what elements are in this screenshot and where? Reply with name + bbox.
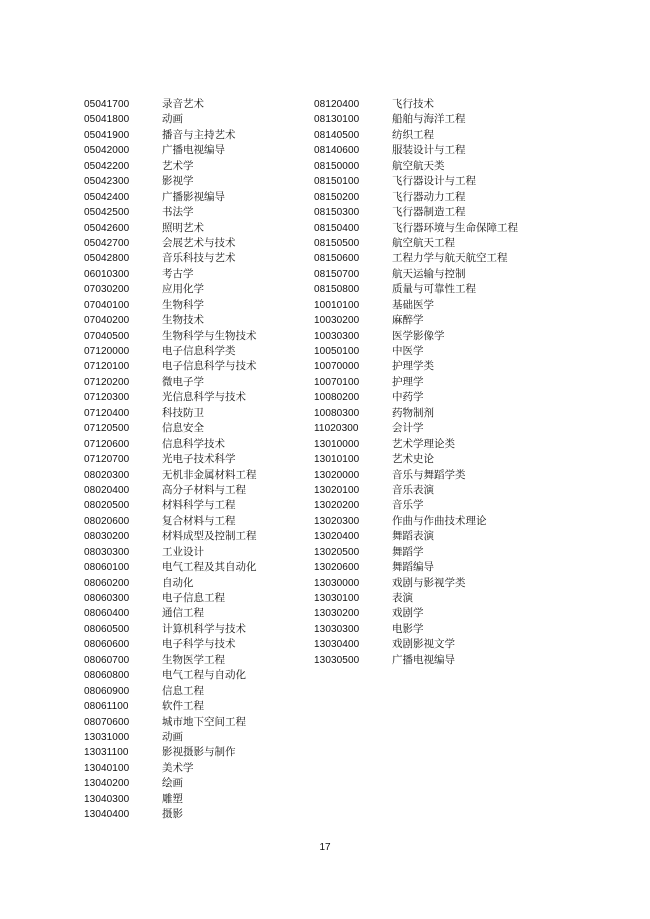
list-item bbox=[314, 545, 518, 560]
list-item bbox=[314, 159, 518, 174]
major-code: 13020600 bbox=[314, 562, 360, 574]
list-item bbox=[84, 745, 257, 760]
list-item bbox=[84, 406, 257, 421]
major-name: 舞蹈编导 bbox=[392, 561, 434, 574]
major-name: 护理学 bbox=[392, 375, 424, 388]
list-item bbox=[314, 514, 518, 529]
list-item bbox=[84, 143, 257, 158]
major-name: 舞蹈学 bbox=[392, 545, 424, 558]
list-item bbox=[84, 390, 257, 405]
major-name: 广播电视编导 bbox=[392, 653, 455, 666]
list-item bbox=[84, 128, 257, 143]
list-item bbox=[84, 329, 257, 344]
major-name: 飞行器制造工程 bbox=[392, 206, 466, 219]
major-name: 城市地下空间工程 bbox=[162, 715, 246, 728]
major-code: 08020500 bbox=[84, 500, 130, 512]
list-item bbox=[314, 437, 518, 452]
major-code: 13030400 bbox=[314, 639, 360, 651]
major-name: 音乐与舞蹈学类 bbox=[392, 468, 466, 481]
major-code: 11020300 bbox=[314, 423, 359, 435]
major-name: 音乐表演 bbox=[392, 483, 434, 496]
list-item bbox=[314, 174, 518, 189]
major-code: 08140600 bbox=[314, 145, 360, 157]
major-code: 13040100 bbox=[84, 762, 130, 774]
major-name: 广播影视编导 bbox=[162, 190, 225, 203]
list-item bbox=[314, 97, 518, 112]
major-code: 08060800 bbox=[84, 670, 130, 682]
list-item bbox=[314, 529, 518, 544]
list-item bbox=[84, 776, 257, 791]
list-item bbox=[314, 267, 518, 282]
major-name: 软件工程 bbox=[162, 700, 204, 713]
major-code: 08150300 bbox=[314, 207, 360, 219]
list-item bbox=[314, 329, 518, 344]
major-name: 影视摄影与制作 bbox=[162, 746, 236, 759]
major-name: 影视学 bbox=[162, 175, 194, 188]
major-code: 07040200 bbox=[84, 315, 130, 327]
major-code: 08140500 bbox=[314, 129, 360, 141]
major-code: 08060500 bbox=[84, 623, 130, 635]
major-code: 08060700 bbox=[84, 654, 130, 666]
major-name: 会展艺术与技术 bbox=[162, 236, 236, 249]
list-item bbox=[314, 483, 518, 498]
major-code: 05041900 bbox=[84, 129, 130, 141]
major-code: 08150600 bbox=[314, 253, 360, 265]
major-name: 质量与可靠性工程 bbox=[392, 283, 476, 296]
list-item bbox=[314, 221, 518, 236]
major-code: 10080200 bbox=[314, 392, 360, 404]
major-code: 05042500 bbox=[84, 207, 130, 219]
major-code: 07120200 bbox=[84, 376, 130, 388]
major-name: 航空航天工程 bbox=[392, 236, 455, 249]
list-item bbox=[314, 375, 518, 390]
major-code: 13010100 bbox=[314, 454, 360, 466]
major-name: 电影学 bbox=[392, 622, 424, 635]
major-name: 信息科学技术 bbox=[162, 437, 225, 450]
major-code: 10070000 bbox=[314, 361, 360, 373]
major-code: 13020400 bbox=[314, 531, 360, 543]
major-name: 生物技术 bbox=[162, 314, 204, 327]
list-item bbox=[84, 545, 257, 560]
list-item bbox=[84, 359, 257, 374]
major-name: 护理学类 bbox=[392, 360, 434, 373]
major-code: 13030000 bbox=[314, 577, 360, 589]
major-name: 基础医学 bbox=[392, 298, 434, 311]
page-number: 17 bbox=[319, 842, 331, 853]
major-code: 08020600 bbox=[84, 515, 130, 527]
list-item bbox=[84, 344, 257, 359]
list-item bbox=[314, 251, 518, 266]
major-name: 戏剧与影视学类 bbox=[392, 576, 466, 589]
major-code: 13020300 bbox=[314, 515, 360, 527]
major-code: 08060200 bbox=[84, 577, 130, 589]
list-item bbox=[84, 653, 257, 668]
major-name: 飞行器环境与生命保障工程 bbox=[392, 221, 518, 234]
major-code: 08130100 bbox=[314, 114, 360, 126]
major-name: 高分子材料与工程 bbox=[162, 483, 246, 496]
list-item bbox=[84, 298, 257, 313]
list-item bbox=[84, 684, 257, 699]
major-code: 13031000 bbox=[84, 731, 130, 743]
list-item bbox=[314, 468, 518, 483]
major-name: 艺术史论 bbox=[392, 453, 434, 466]
list-item bbox=[84, 730, 257, 745]
list-item bbox=[314, 591, 518, 606]
major-code: 07120000 bbox=[84, 346, 130, 357]
major-code: 05042800 bbox=[84, 253, 130, 265]
major-code: 13030200 bbox=[314, 608, 360, 620]
list-item bbox=[84, 529, 257, 544]
major-code: 08150700 bbox=[314, 268, 360, 280]
major-code: 08060600 bbox=[84, 639, 130, 651]
major-name: 动画 bbox=[162, 113, 183, 126]
major-name: 录音艺术 bbox=[162, 98, 204, 110]
major-name: 药物制剂 bbox=[392, 406, 434, 419]
list-item bbox=[84, 159, 257, 174]
list-item bbox=[314, 421, 518, 436]
major-name: 纺织工程 bbox=[392, 128, 434, 141]
major-code: 05042000 bbox=[84, 145, 130, 157]
major-name: 照明艺术 bbox=[162, 221, 204, 234]
major-name: 船舶与海洋工程 bbox=[392, 113, 466, 126]
major-name: 考古学 bbox=[162, 267, 194, 280]
major-code: 08150200 bbox=[314, 191, 360, 203]
major-name: 音乐学 bbox=[392, 499, 424, 512]
major-name: 戏剧影视文学 bbox=[392, 638, 455, 651]
major-code: 13040300 bbox=[84, 793, 130, 805]
major-name: 飞行器设计与工程 bbox=[392, 175, 476, 188]
major-code: 05041800 bbox=[84, 114, 130, 126]
major-name: 舞蹈表演 bbox=[392, 530, 434, 543]
major-code: 08060900 bbox=[84, 685, 130, 697]
major-code: 10030300 bbox=[314, 330, 360, 342]
major-name: 飞行技术 bbox=[392, 98, 434, 110]
major-name: 动画 bbox=[162, 730, 183, 743]
major-code: 08150000 bbox=[314, 160, 360, 172]
major-code: 07120500 bbox=[84, 423, 130, 435]
major-code: 05042400 bbox=[84, 191, 130, 203]
major-name: 航天运输与控制 bbox=[392, 267, 466, 280]
major-code: 13020100 bbox=[314, 484, 360, 496]
list-item bbox=[84, 637, 257, 652]
list-item bbox=[84, 622, 257, 637]
list-item bbox=[314, 390, 518, 405]
list-item bbox=[314, 128, 518, 143]
list-item bbox=[84, 97, 257, 112]
major-name: 工程力学与航天航空工程 bbox=[392, 252, 508, 265]
major-code: 08020400 bbox=[84, 484, 130, 496]
major-name: 播音与主持艺术 bbox=[162, 128, 236, 141]
list-item bbox=[84, 452, 257, 467]
major-code: 07120100 bbox=[84, 361, 130, 373]
list-item bbox=[84, 591, 257, 606]
list-item bbox=[84, 483, 257, 498]
major-name: 会计学 bbox=[392, 422, 424, 435]
major-code: 13030300 bbox=[314, 623, 360, 635]
list-item bbox=[84, 174, 257, 189]
list-item bbox=[314, 637, 518, 652]
list-item bbox=[84, 468, 257, 483]
major-name: 美术学 bbox=[162, 761, 194, 774]
list-item bbox=[314, 406, 518, 421]
list-item bbox=[84, 251, 257, 266]
major-name: 书法学 bbox=[162, 206, 194, 219]
list-item bbox=[84, 112, 257, 127]
major-name: 表演 bbox=[392, 592, 413, 604]
list-item bbox=[314, 452, 518, 467]
major-code: 07120400 bbox=[84, 407, 130, 419]
major-name: 自动化 bbox=[162, 576, 194, 589]
list-item bbox=[314, 313, 518, 328]
major-name: 中药学 bbox=[392, 391, 424, 404]
list-item bbox=[314, 344, 518, 359]
list-item bbox=[314, 143, 518, 158]
major-name: 电子科学与技术 bbox=[162, 638, 236, 651]
list-item bbox=[314, 359, 518, 374]
list-item bbox=[84, 421, 257, 436]
major-code: 13020500 bbox=[314, 546, 360, 558]
right-column bbox=[314, 97, 518, 668]
list-item bbox=[314, 205, 518, 220]
major-code: 08150500 bbox=[314, 237, 360, 249]
major-name: 服装设计与工程 bbox=[392, 144, 466, 157]
major-code: 08150800 bbox=[314, 284, 360, 296]
major-name: 材料成型及控制工程 bbox=[162, 530, 257, 543]
major-name: 计算机科学与技术 bbox=[162, 622, 246, 635]
major-code: 08120400 bbox=[314, 99, 360, 110]
major-name: 广播电视编导 bbox=[162, 144, 225, 157]
list-item bbox=[84, 715, 257, 730]
major-code: 08150400 bbox=[314, 222, 360, 234]
major-code: 07120300 bbox=[84, 392, 130, 404]
list-item bbox=[84, 437, 257, 452]
major-name: 光信息科学与技术 bbox=[162, 391, 246, 404]
major-name: 生物科学与生物技术 bbox=[162, 329, 257, 342]
list-item bbox=[84, 560, 257, 575]
list-item bbox=[84, 205, 257, 220]
major-name: 光电子技术科学 bbox=[162, 453, 236, 466]
major-code: 13030500 bbox=[314, 654, 360, 666]
major-code: 07030200 bbox=[84, 284, 130, 296]
major-name: 微电子学 bbox=[162, 375, 204, 388]
major-code: 10080300 bbox=[314, 407, 360, 419]
major-name: 摄影 bbox=[162, 808, 183, 821]
list-item bbox=[84, 699, 257, 714]
major-code: 07120600 bbox=[84, 438, 130, 450]
list-item bbox=[314, 190, 518, 205]
major-name: 绘画 bbox=[162, 777, 183, 790]
major-code: 05042700 bbox=[84, 237, 130, 249]
major-name: 音乐科技与艺术 bbox=[162, 252, 236, 265]
major-name: 材料科学与工程 bbox=[162, 499, 236, 512]
list-item bbox=[314, 498, 518, 513]
major-code: 13030100 bbox=[314, 593, 360, 604]
major-code: 05042300 bbox=[84, 176, 130, 188]
major-code: 10070100 bbox=[314, 376, 360, 388]
list-item bbox=[314, 282, 518, 297]
major-name: 复合材料与工程 bbox=[162, 514, 236, 527]
list-item bbox=[314, 653, 518, 668]
major-name: 工业设计 bbox=[162, 545, 204, 558]
major-code: 08060100 bbox=[84, 562, 130, 574]
major-code: 05042200 bbox=[84, 160, 130, 172]
major-code: 08150100 bbox=[314, 176, 360, 188]
major-code: 08061100 bbox=[84, 701, 129, 713]
list-item bbox=[84, 792, 257, 807]
list-item bbox=[84, 221, 257, 236]
list-item bbox=[314, 606, 518, 621]
major-code: 06010300 bbox=[84, 268, 130, 280]
major-name: 戏剧学 bbox=[392, 607, 424, 620]
major-code: 10030200 bbox=[314, 315, 360, 327]
major-name: 航空航天类 bbox=[392, 159, 445, 172]
list-item bbox=[314, 622, 518, 637]
list-item bbox=[84, 190, 257, 205]
major-code: 13031100 bbox=[84, 747, 129, 759]
major-name: 信息工程 bbox=[162, 684, 204, 697]
list-item bbox=[84, 514, 257, 529]
list-item bbox=[84, 668, 257, 683]
list-item bbox=[314, 112, 518, 127]
major-name: 飞行器动力工程 bbox=[392, 190, 466, 203]
major-name: 信息安全 bbox=[162, 422, 204, 435]
major-name: 中医学 bbox=[392, 345, 424, 357]
list-item bbox=[84, 282, 257, 297]
major-name: 艺术学 bbox=[162, 159, 194, 172]
major-code: 08020300 bbox=[84, 469, 130, 481]
list-item bbox=[84, 606, 257, 621]
major-code: 13010000 bbox=[314, 438, 360, 450]
major-name: 科技防卫 bbox=[162, 406, 204, 419]
major-code: 13040400 bbox=[84, 809, 130, 821]
major-name: 医学影像学 bbox=[392, 329, 445, 342]
list-item bbox=[314, 298, 518, 313]
major-name: 电子信息科学类 bbox=[162, 345, 236, 357]
major-name: 作曲与作曲技术理论 bbox=[392, 514, 487, 527]
list-item bbox=[84, 807, 257, 822]
major-name: 电子信息工程 bbox=[162, 592, 225, 604]
list-item bbox=[84, 498, 257, 513]
list-item bbox=[84, 267, 257, 282]
major-name: 艺术学理论类 bbox=[392, 437, 455, 450]
major-name: 生物科学 bbox=[162, 298, 204, 311]
list-item bbox=[84, 236, 257, 251]
list-item bbox=[84, 576, 257, 591]
major-code: 05042600 bbox=[84, 222, 130, 234]
major-code: 08060300 bbox=[84, 593, 130, 604]
major-name: 电气工程与自动化 bbox=[162, 669, 246, 682]
list-item bbox=[84, 313, 257, 328]
major-code: 08030300 bbox=[84, 546, 130, 558]
major-code: 07040500 bbox=[84, 330, 130, 342]
major-name: 通信工程 bbox=[162, 607, 204, 620]
major-name: 电气工程及其自动化 bbox=[162, 561, 257, 574]
major-code: 13040200 bbox=[84, 778, 130, 790]
list-item bbox=[84, 375, 257, 390]
list-item bbox=[314, 576, 518, 591]
major-name: 应用化学 bbox=[162, 283, 204, 296]
major-name: 雕塑 bbox=[162, 792, 183, 805]
major-name: 麻醉学 bbox=[392, 314, 424, 327]
major-code: 08070600 bbox=[84, 716, 130, 728]
major-code: 08060400 bbox=[84, 608, 130, 620]
major-code: 07040100 bbox=[84, 299, 130, 311]
major-code: 08030200 bbox=[84, 531, 130, 543]
major-code: 07120700 bbox=[84, 454, 130, 466]
list-item bbox=[314, 560, 518, 575]
list-item bbox=[84, 761, 257, 776]
major-code: 05041700 bbox=[84, 99, 130, 110]
major-name: 生物医学工程 bbox=[162, 653, 225, 666]
major-name: 电子信息科学与技术 bbox=[162, 360, 257, 373]
left-column bbox=[84, 97, 257, 823]
major-code: 10050100 bbox=[314, 346, 360, 357]
major-code: 13020200 bbox=[314, 500, 360, 512]
major-code: 13020000 bbox=[314, 469, 360, 481]
major-name: 无机非金属材料工程 bbox=[162, 468, 257, 481]
list-item bbox=[314, 236, 518, 251]
major-code: 10010100 bbox=[314, 299, 360, 311]
